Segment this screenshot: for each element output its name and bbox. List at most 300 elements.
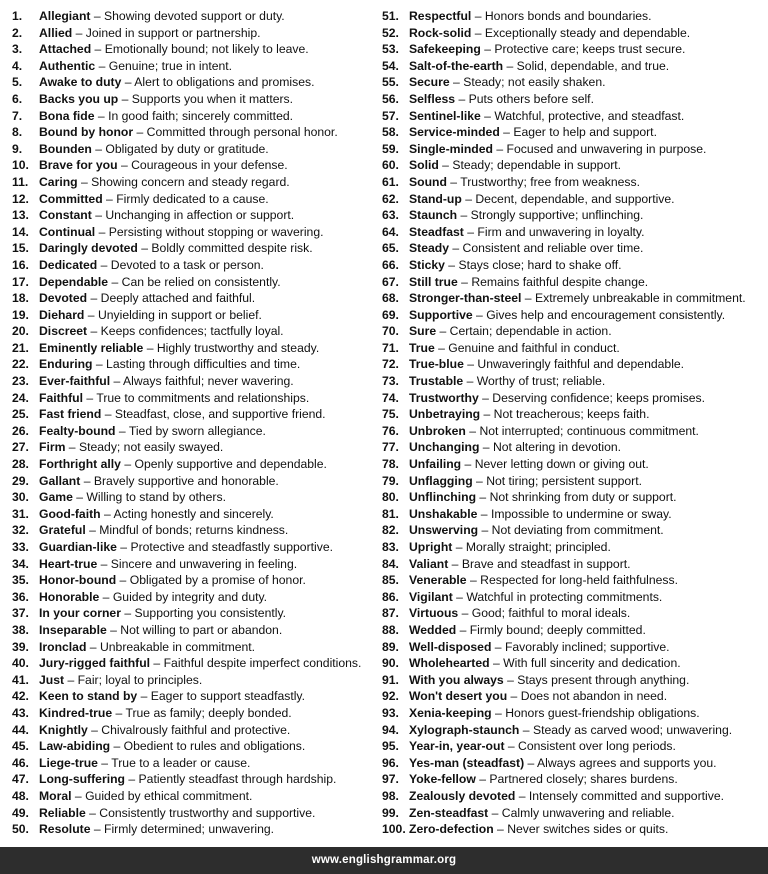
item-number: 14.: [12, 224, 29, 239]
item-text: [409, 290, 746, 307]
item-definition: – Calmly unwavering and reliable.: [488, 805, 675, 820]
item-word: Xenia-keeping: [409, 705, 492, 720]
item-number: 13.: [12, 208, 29, 223]
list-item: [382, 108, 768, 125]
item-text: [409, 157, 621, 174]
item-number: 16.: [12, 257, 29, 272]
list-item: [382, 622, 768, 639]
item-word: Steadfast: [409, 224, 464, 239]
item-text: [409, 340, 620, 357]
item-word: Allied: [39, 25, 73, 40]
item-word: Fast friend: [39, 407, 102, 422]
list-item: [382, 589, 768, 606]
item-word: Venerable: [409, 573, 467, 588]
item-number: 75.: [382, 407, 399, 422]
word-list-column-left: [12, 8, 382, 838]
item-definition: – True to commitments and relationships.: [83, 390, 310, 405]
item-word: Unflinching: [409, 490, 477, 505]
item-number: 100.: [382, 822, 406, 837]
item-word: Forthright ally: [39, 457, 121, 472]
item-number: 36.: [12, 589, 29, 604]
item-word: Backs you up: [39, 91, 119, 106]
item-number: 61.: [382, 174, 399, 189]
item-word: Selfless: [409, 91, 456, 106]
item-word: Inseparable: [39, 622, 107, 637]
item-number: 90.: [382, 656, 399, 671]
item-number: 40.: [12, 656, 29, 671]
item-number: 89.: [382, 639, 399, 654]
item-word: Sticky: [409, 257, 445, 272]
item-text: [409, 705, 700, 722]
item-word: Jury-rigged faithful: [39, 656, 151, 671]
item-definition: – Solid, dependable, and true.: [503, 58, 670, 73]
item-word: Gallant: [39, 473, 81, 488]
item-text: [39, 191, 269, 208]
item-number: 21.: [12, 340, 29, 355]
item-text: [409, 688, 667, 705]
item-number: 83.: [382, 540, 399, 554]
item-definition: – Worthy of trust; reliable.: [463, 374, 606, 389]
item-word: Year-in, year-out: [409, 739, 505, 754]
item-word: Devoted: [39, 291, 88, 306]
item-word: Eminently reliable: [39, 340, 144, 355]
item-number: 52.: [382, 25, 399, 40]
list-item: [12, 473, 382, 490]
item-definition: – Firmly bound; deeply committed.: [456, 622, 646, 637]
item-text: [39, 705, 292, 722]
item-text: [409, 257, 622, 274]
item-text: [409, 805, 675, 822]
list-item: [382, 141, 768, 158]
list-item: [382, 124, 768, 141]
item-definition: – Stays close; hard to shake off.: [444, 257, 622, 272]
item-number: 62.: [382, 191, 399, 206]
item-word: Unswerving: [409, 523, 479, 538]
item-number: 98.: [382, 788, 399, 803]
list-item: [12, 157, 382, 174]
item-word: Respectful: [409, 9, 472, 23]
item-definition: – Does not abandon in need.: [507, 689, 668, 704]
item-definition: – Keeps confidences; tactfully loyal.: [87, 324, 284, 339]
list-item: [382, 506, 768, 523]
item-number: 97.: [382, 772, 399, 787]
item-text: [409, 655, 681, 672]
item-definition: – Decent, dependable, and supportive.: [461, 191, 675, 206]
item-text: [409, 141, 706, 158]
list-item: [382, 423, 768, 440]
item-text: [409, 124, 657, 141]
item-definition: – Good; faithful to moral ideals.: [458, 606, 631, 621]
list-item: [382, 722, 768, 739]
item-text: [409, 556, 631, 573]
item-text: [409, 788, 724, 805]
item-number: 69.: [382, 307, 399, 322]
item-number: 32.: [12, 523, 29, 538]
item-word: Zero-defection: [409, 822, 494, 837]
item-text: [39, 771, 336, 788]
item-number: 95.: [382, 739, 399, 754]
list-item: [12, 771, 382, 788]
item-text: [409, 390, 705, 407]
footer-site-url[interactable]: www.englishgrammar.org: [311, 854, 457, 866]
item-text: [409, 91, 594, 108]
item-definition: – Boldly committed despite risk.: [137, 241, 313, 256]
item-text: [409, 605, 630, 622]
item-text: [39, 572, 306, 589]
item-word: Discreet: [39, 324, 88, 339]
item-number: 59.: [382, 141, 399, 156]
item-definition: – Honors guest-friendship obligations.: [491, 705, 700, 720]
list-item: [382, 489, 768, 506]
item-word: Attached: [39, 42, 92, 57]
item-word: Wedded: [409, 622, 457, 637]
item-word: Allegiant: [39, 9, 91, 23]
item-text: [409, 738, 676, 755]
list-item: [382, 174, 768, 191]
item-number: 18.: [12, 291, 29, 306]
list-item: [12, 788, 382, 805]
list-item: [382, 373, 768, 390]
list-item: [382, 406, 768, 423]
item-number: 25.: [12, 407, 29, 422]
item-word: Long-suffering: [39, 772, 125, 787]
item-word: Supportive: [409, 307, 473, 322]
list-item: [382, 539, 768, 556]
list-item: [12, 655, 382, 672]
item-word: Firm: [39, 440, 66, 455]
item-definition: – Not shrinking from duty or support.: [476, 490, 677, 505]
list-item: [12, 207, 382, 224]
item-number: 93.: [382, 705, 399, 720]
item-number: 92.: [382, 689, 399, 704]
item-text: [409, 572, 678, 589]
item-definition: – Puts others before self.: [455, 91, 594, 106]
list-item: [12, 124, 382, 141]
item-definition: – Genuine; true in intent.: [95, 58, 233, 73]
item-definition: – True to a leader or cause.: [97, 755, 251, 770]
item-number: 68.: [382, 291, 399, 306]
item-word: Keen to stand by: [39, 689, 138, 704]
item-word: In your corner: [39, 606, 121, 621]
item-word: Wholehearted: [409, 656, 490, 671]
item-definition: – Deserving confidence; keeps promises.: [478, 390, 706, 405]
item-definition: – Lasting through difficulties and time.: [92, 357, 301, 372]
item-word: Unshakable: [409, 506, 478, 521]
item-text: [39, 307, 262, 324]
item-text: [409, 539, 611, 556]
item-definition: – Persisting without stopping or wavering.: [95, 224, 324, 239]
list-item: [382, 688, 768, 705]
item-definition: – Focused and unwavering in purpose.: [492, 141, 707, 156]
list-item: [382, 257, 768, 274]
item-text: [39, 91, 293, 108]
item-number: 63.: [382, 208, 399, 223]
item-definition: – Guided by integrity and duty.: [99, 589, 268, 604]
item-text: [39, 456, 327, 473]
item-text: [409, 274, 648, 291]
item-number: 2.: [12, 25, 23, 40]
item-text: [39, 622, 282, 639]
item-word: Dependable: [39, 274, 109, 289]
item-number: 28.: [12, 457, 29, 472]
item-word: Reliable: [39, 805, 86, 820]
item-definition: – Showing devoted support or duty.: [90, 9, 285, 23]
item-number: 33.: [12, 540, 29, 554]
item-text: [39, 108, 293, 125]
item-definition: – Deeply attached and faithful.: [87, 291, 256, 306]
list-item: [382, 639, 768, 656]
item-word: Diehard: [39, 307, 85, 322]
list-item: [382, 207, 768, 224]
item-text: [409, 506, 672, 523]
item-text: [409, 522, 664, 539]
list-item: [12, 522, 382, 539]
item-number: 31.: [12, 506, 29, 521]
list-item: [382, 224, 768, 241]
item-number: 49.: [12, 805, 29, 820]
item-text: [39, 340, 319, 357]
item-word: Unflagging: [409, 473, 473, 488]
item-word: Guardian-like: [39, 540, 117, 554]
item-text: [39, 290, 255, 307]
item-word: Authentic: [39, 58, 96, 73]
item-text: [409, 639, 670, 656]
item-text: [409, 74, 605, 91]
list-item: [12, 373, 382, 390]
item-word: Salt-of-the-earth: [409, 58, 504, 73]
item-word: Stronger-than-steel: [409, 291, 522, 306]
item-text: [409, 174, 640, 191]
list-item: [382, 8, 768, 25]
list-item: [12, 141, 382, 158]
item-number: 71.: [382, 340, 399, 355]
item-definition: – Genuine and faithful in conduct.: [434, 340, 620, 355]
item-text: [39, 240, 313, 257]
item-word: Moral: [39, 788, 72, 803]
item-definition: – Firm and unwavering in loyalty.: [463, 224, 645, 239]
item-definition: – Partnered closely; shares burdens.: [475, 772, 678, 787]
item-word: Zealously devoted: [409, 788, 516, 803]
item-definition: – True as family; deeply bonded.: [112, 705, 292, 720]
list-item: [382, 755, 768, 772]
item-definition: – Not treacherous; keeps faith.: [480, 407, 650, 422]
item-number: 27.: [12, 440, 29, 455]
item-definition: – Always agrees and supports you.: [524, 755, 717, 770]
item-number: 86.: [382, 589, 399, 604]
item-text: [39, 157, 288, 174]
item-word: Trustworthy: [409, 390, 479, 405]
item-text: [409, 8, 652, 25]
item-definition: – Unbreakable in commitment.: [86, 639, 256, 654]
list-item: [12, 556, 382, 573]
item-text: [409, 771, 678, 788]
item-definition: – Guided by ethical commitment.: [71, 788, 253, 803]
item-text: [39, 373, 294, 390]
item-definition: – Acting honestly and sincerely.: [100, 506, 274, 521]
list-item: [12, 605, 382, 622]
item-definition: – Certain; dependable in action.: [436, 324, 612, 339]
list-item: [12, 821, 382, 838]
item-definition: – Emotionally bound; not likely to leave.: [91, 42, 309, 57]
item-number: 94.: [382, 722, 399, 737]
item-word: Well-disposed: [409, 639, 492, 654]
item-text: [39, 489, 226, 506]
item-definition: – Not willing to part or abandon.: [106, 622, 283, 637]
item-text: [39, 274, 281, 291]
item-word: Unfailing: [409, 457, 462, 472]
item-text: [409, 755, 717, 772]
item-word: True-blue: [409, 357, 464, 372]
item-definition: – Mindful of bonds; returns kindness.: [85, 523, 289, 538]
item-number: 77.: [382, 440, 399, 455]
item-text: [39, 639, 255, 656]
item-definition: – Supports you when it matters.: [118, 91, 294, 106]
item-number: 67.: [382, 274, 399, 289]
item-definition: – Never switches sides or quits.: [493, 822, 669, 837]
item-text: [409, 489, 677, 506]
item-definition: – Steady; dependable in support.: [438, 158, 622, 173]
item-definition: – Intensely committed and supportive.: [515, 788, 724, 803]
item-text: [409, 722, 732, 739]
item-definition: – Firmly dedicated to a cause.: [102, 191, 269, 206]
list-item: [12, 41, 382, 58]
item-definition: – Watchful in protecting commitments.: [452, 589, 663, 604]
item-definition: – Obedient to rules and obligations.: [110, 739, 306, 754]
item-word: Zen-steadfast: [409, 805, 489, 820]
item-text: [39, 688, 305, 705]
list-item: [382, 240, 768, 257]
item-word: Steady: [409, 241, 449, 256]
list-item: [12, 356, 382, 373]
item-text: [39, 207, 294, 224]
item-definition: – Stays present through anything.: [503, 672, 690, 687]
item-definition: – Courageous in your defense.: [117, 158, 288, 173]
item-definition: – Willing to stand by others.: [72, 490, 226, 505]
item-number: 12.: [12, 191, 29, 206]
item-word: Yes-man (steadfast): [409, 755, 525, 770]
item-definition: – Always faithful; never wavering.: [110, 374, 294, 389]
item-definition: – Eager to support steadfastly.: [137, 689, 305, 704]
item-word: Constant: [39, 208, 92, 223]
item-definition: – Openly supportive and dependable.: [120, 457, 327, 472]
list-item: [12, 539, 382, 556]
item-text: [409, 356, 684, 373]
list-item: [382, 58, 768, 75]
item-definition: – Steady as carved wood; unwavering.: [519, 722, 733, 737]
item-text: [39, 522, 288, 539]
item-definition: – Favorably inclined; supportive.: [491, 639, 670, 654]
item-number: 43.: [12, 705, 29, 720]
item-definition: – Unchanging in affection or support.: [91, 208, 295, 223]
item-number: 64.: [382, 224, 399, 239]
item-definition: – Strongly supportive; unflinching.: [457, 208, 644, 223]
item-text: [39, 556, 297, 573]
list-item: [382, 439, 768, 456]
item-text: [39, 473, 279, 490]
item-word: Awake to duty: [39, 75, 122, 90]
item-word: Safekeeping: [409, 42, 481, 57]
list-item: [382, 323, 768, 340]
item-word: Upright: [409, 540, 453, 554]
item-number: 35.: [12, 573, 29, 588]
item-definition: – Consistent and reliable over time.: [448, 241, 644, 256]
item-word: Just: [39, 672, 65, 687]
list-item: [382, 191, 768, 208]
item-text: [409, 307, 725, 324]
item-number: 44.: [12, 722, 29, 737]
item-number: 20.: [12, 324, 29, 339]
item-text: [409, 406, 649, 423]
item-word: Fealty-bound: [39, 423, 116, 438]
item-number: 87.: [382, 606, 399, 621]
item-word: Yoke-fellow: [409, 772, 476, 787]
item-definition: – Sincere and unwavering in feeling.: [97, 556, 298, 571]
list-item: [12, 506, 382, 523]
item-word: Kindred-true: [39, 705, 113, 720]
item-number: 74.: [382, 390, 399, 405]
item-text: [39, 589, 267, 606]
item-definition: – Eager to help and support.: [499, 125, 657, 140]
item-text: [409, 456, 649, 473]
item-word: Unchanging: [409, 440, 480, 455]
item-number: 42.: [12, 689, 29, 704]
item-text: [39, 25, 261, 42]
item-word: With you always: [409, 672, 504, 687]
item-definition: – Devoted to a task or person.: [97, 257, 264, 272]
item-word: Sentinel-like: [409, 108, 481, 123]
list-item: [382, 605, 768, 622]
item-word: Secure: [409, 75, 450, 90]
word-list-column-right: [382, 8, 768, 838]
item-number: 26.: [12, 423, 29, 438]
item-text: [409, 41, 685, 58]
item-word: Heart-true: [39, 556, 98, 571]
list-item: [382, 788, 768, 805]
item-text: [39, 8, 285, 25]
item-definition: – Joined in support or partnership.: [72, 25, 261, 40]
item-word: Staunch: [409, 208, 458, 223]
item-text: [409, 191, 675, 208]
item-word: Unbroken: [409, 423, 466, 438]
item-word: Ever-faithful: [39, 374, 111, 389]
list-item: [382, 157, 768, 174]
item-word: Trustable: [409, 374, 464, 389]
list-item: [12, 439, 382, 456]
item-word: Daringly devoted: [39, 241, 138, 256]
list-item: [12, 489, 382, 506]
item-definition: – Not altering in devotion.: [479, 440, 622, 455]
item-word: Grateful: [39, 523, 86, 538]
item-definition: – Consistently trustworthy and supportive.: [85, 805, 316, 820]
item-word: Honorable: [39, 589, 100, 604]
item-word: Bona fide: [39, 108, 95, 123]
item-number: 48.: [12, 788, 29, 803]
item-number: 41.: [12, 672, 29, 687]
list-item: [382, 705, 768, 722]
item-definition: – Respected for long-held faithfulness.: [466, 573, 678, 588]
list-item: [12, 307, 382, 324]
item-word: Won't desert you: [409, 689, 508, 704]
item-number: 47.: [12, 772, 29, 787]
item-definition: – Honors bonds and boundaries.: [471, 9, 652, 23]
list-item: [12, 91, 382, 108]
item-text: [39, 224, 324, 241]
list-item: [12, 74, 382, 91]
item-definition: – Can be relied on consistently.: [108, 274, 281, 289]
item-number: 7.: [12, 108, 23, 123]
list-item: [12, 108, 382, 125]
item-word: Service-minded: [409, 125, 500, 140]
